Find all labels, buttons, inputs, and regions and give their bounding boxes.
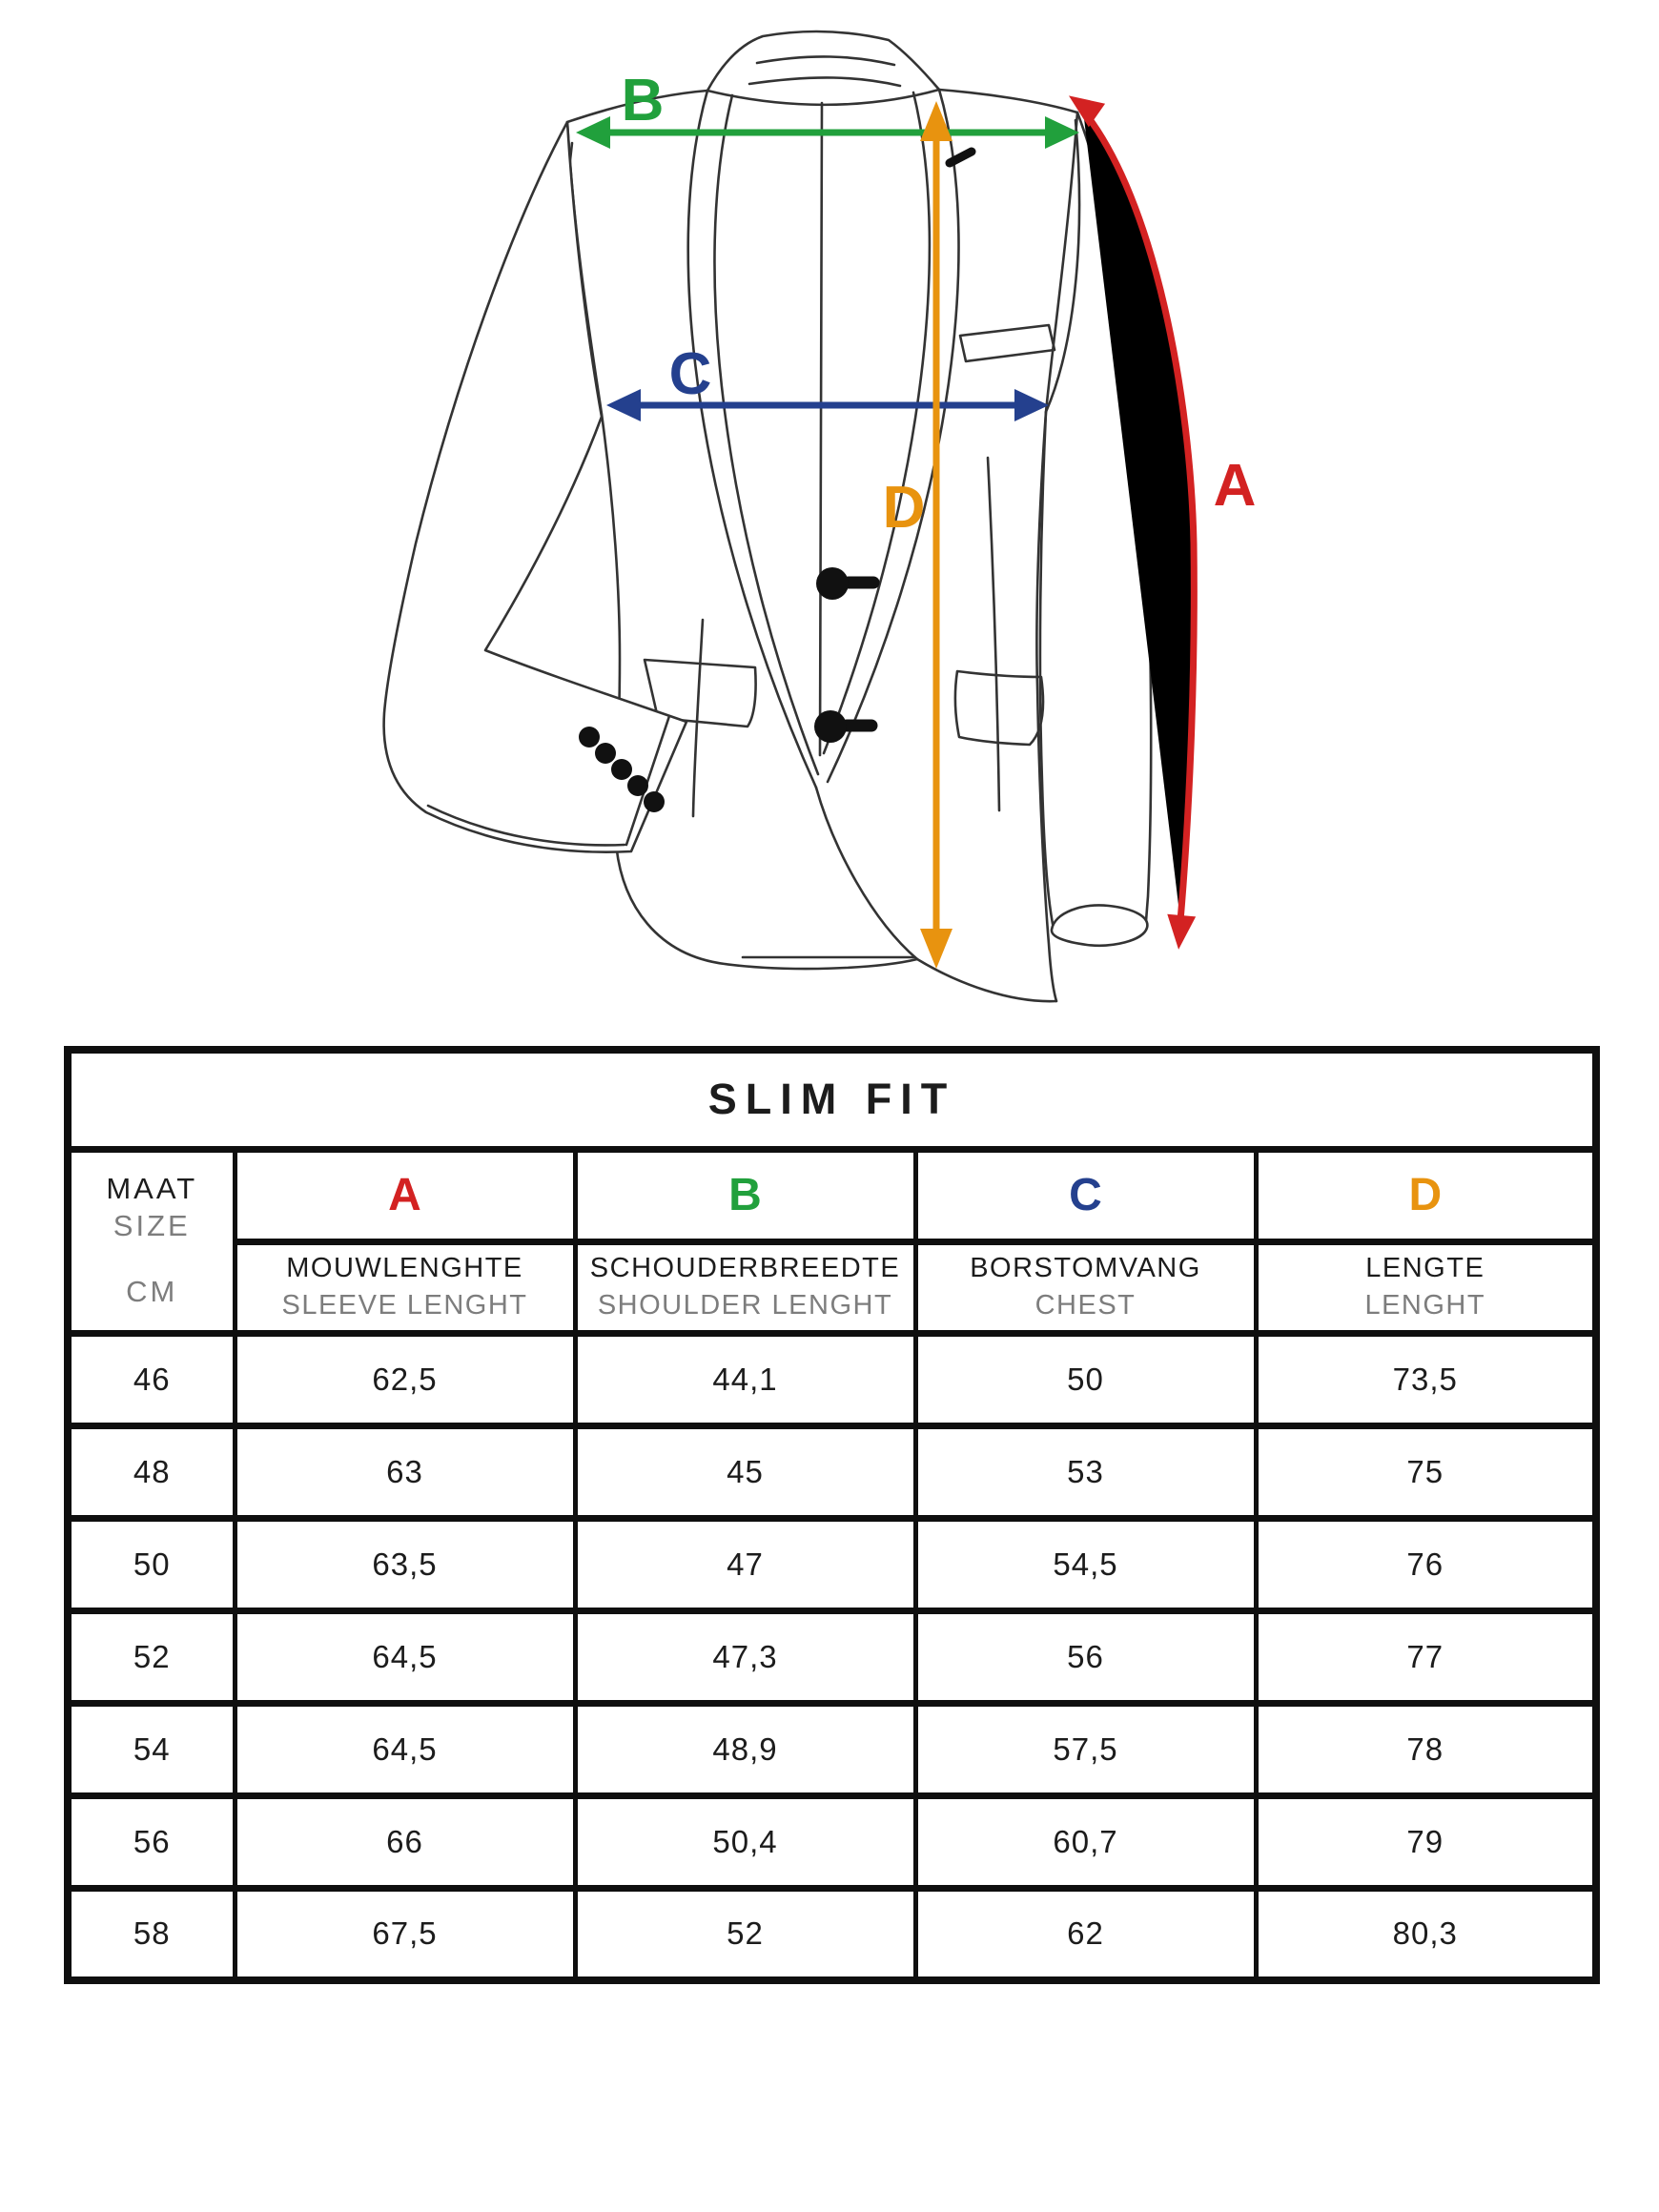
column-name-b <box>575 1241 915 1333</box>
cuff-button-icon <box>611 759 632 780</box>
body-right-outline <box>1036 113 1077 1001</box>
arrowhead-left-icon <box>606 389 641 421</box>
column-name-nl: LENGTE <box>1365 1252 1485 1283</box>
left-panel-dart <box>693 620 703 816</box>
size-cell: 50 <box>68 1518 235 1610</box>
value-cell: 77 <box>1256 1610 1596 1703</box>
arrowhead-left-icon <box>576 116 610 149</box>
front-button-icon <box>814 710 847 743</box>
value-cell: 63,5 <box>235 1518 575 1610</box>
column-letter-d: D <box>1256 1149 1596 1241</box>
size-cell: 52 <box>68 1610 235 1703</box>
measurement-label-d: D <box>882 475 926 541</box>
column-name-en: CHEST <box>1034 1290 1137 1321</box>
size-header-size: SIZE <box>113 1209 191 1243</box>
column-name-en: LENGHT <box>1364 1290 1486 1321</box>
arrowhead-right-icon <box>1014 389 1049 421</box>
table-row <box>68 1518 1596 1610</box>
front-button-icon <box>816 567 849 600</box>
value-cell: 47 <box>575 1518 915 1610</box>
value-cell: 79 <box>1256 1795 1596 1888</box>
measurement-label-a: A <box>1213 453 1257 519</box>
left-lapel-roll <box>714 95 818 774</box>
size-cell: 56 <box>68 1795 235 1888</box>
table-row <box>68 1333 1596 1425</box>
table-row <box>68 1888 1596 1980</box>
cuff-button-icon <box>595 743 616 764</box>
size-cell: 54 <box>68 1703 235 1795</box>
value-cell: 62,5 <box>235 1333 575 1425</box>
value-cell: 50 <box>915 1333 1256 1425</box>
value-cell: 44,1 <box>575 1333 915 1425</box>
size-header-cell <box>68 1149 235 1333</box>
table-row <box>68 1795 1596 1888</box>
value-cell: 67,5 <box>235 1888 575 1980</box>
value-cell: 48,9 <box>575 1703 915 1795</box>
size-header-maat: MAAT <box>106 1172 198 1206</box>
value-cell: 66 <box>235 1795 575 1888</box>
size-cell: 58 <box>68 1888 235 1980</box>
measurement-arrow-a <box>1060 84 1256 951</box>
value-cell: 78 <box>1256 1703 1596 1795</box>
jacket-measurement-diagram <box>0 0 1659 1046</box>
table-names-row <box>68 1241 1596 1333</box>
value-cell: 57,5 <box>915 1703 1256 1795</box>
column-name-nl: BORSTOMVANG <box>970 1252 1201 1283</box>
cuff-button-icon <box>627 775 648 796</box>
right-panel-dart <box>988 458 999 810</box>
right-cuff <box>1052 905 1147 945</box>
breast-pocket <box>960 325 1055 361</box>
collar <box>707 31 939 105</box>
value-cell: 54,5 <box>915 1518 1256 1610</box>
right-shoulder-seam <box>939 90 1077 113</box>
column-name-en: SHOULDER LENGHT <box>597 1290 893 1321</box>
value-cell: 50,4 <box>575 1795 915 1888</box>
value-cell: 56 <box>915 1610 1256 1703</box>
jacket-line-art <box>384 31 1152 1001</box>
right-hip-pocket-flap <box>955 671 1043 745</box>
table-row <box>68 1425 1596 1518</box>
column-letter-b: B <box>575 1149 915 1241</box>
measurement-arrow-c <box>606 341 1049 421</box>
center-front-line <box>820 103 822 755</box>
value-cell: 53 <box>915 1425 1256 1518</box>
value-cell: 76 <box>1256 1518 1596 1610</box>
front-buttons <box>814 152 972 743</box>
column-name-en: SLEEVE LENGHT <box>281 1290 528 1321</box>
value-cell: 45 <box>575 1425 915 1518</box>
table-row <box>68 1610 1596 1703</box>
jacket-diagram-svg <box>0 0 1659 1046</box>
size-table-section <box>64 1046 1592 1984</box>
arrowhead-down-icon <box>1164 914 1196 951</box>
table-title-row <box>68 1050 1596 1149</box>
size-cell: 48 <box>68 1425 235 1518</box>
front-edge-left-panel <box>816 788 917 959</box>
table-letter-row <box>68 1149 1596 1241</box>
value-cell: 62 <box>915 1888 1256 1980</box>
value-cell: 64,5 <box>235 1703 575 1795</box>
value-cell: 60,7 <box>915 1795 1256 1888</box>
cuff-button-icon <box>579 727 600 748</box>
column-name-nl: SCHOUDERBREEDTE <box>589 1252 901 1283</box>
column-name-d <box>1256 1241 1596 1333</box>
left-sleeve-outline <box>384 122 686 852</box>
value-cell: 73,5 <box>1256 1333 1596 1425</box>
measurement-label-b: B <box>621 68 665 133</box>
value-cell: 47,3 <box>575 1610 915 1703</box>
measurement-arrow-d <box>883 101 952 969</box>
column-name-a <box>235 1241 575 1333</box>
column-letter-c: C <box>915 1149 1256 1241</box>
size-table <box>64 1046 1600 1984</box>
value-cell: 64,5 <box>235 1610 575 1703</box>
measurement-label-c: C <box>668 341 712 407</box>
value-cell: 52 <box>575 1888 915 1980</box>
hem-right <box>917 959 1056 1001</box>
size-header-unit: CM <box>126 1274 178 1308</box>
arrowhead-up-icon <box>1060 84 1105 127</box>
right-lapel-roll <box>824 92 930 753</box>
column-name-c <box>915 1241 1256 1333</box>
left-lapel-outer <box>688 91 816 788</box>
column-name-nl: MOUWLENGHTE <box>286 1252 523 1283</box>
fit-title: SLIM FIT <box>68 1050 1596 1149</box>
size-cell: 46 <box>68 1333 235 1425</box>
value-cell: 63 <box>235 1425 575 1518</box>
column-letter-a: A <box>235 1149 575 1241</box>
cuff-button-icon <box>644 791 665 812</box>
value-cell: 80,3 <box>1256 1888 1596 1980</box>
value-cell: 75 <box>1256 1425 1596 1518</box>
table-row <box>68 1703 1596 1795</box>
